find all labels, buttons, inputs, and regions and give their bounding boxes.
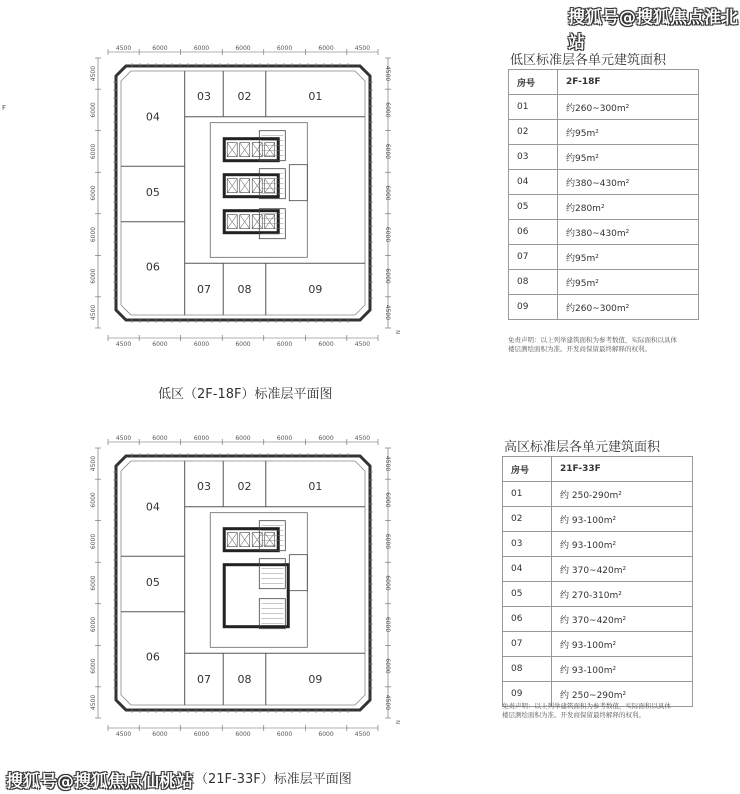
building-core <box>210 513 307 648</box>
watermark-bottom: 搜狐号@搜狐焦点仙桃站 <box>6 772 193 792</box>
dimension-label: 6000 <box>384 575 391 591</box>
low-table-row <box>509 170 699 195</box>
room-number: 05 <box>503 582 552 607</box>
dimension-label: 4500 <box>115 45 132 52</box>
low-floor-plan <box>72 44 412 364</box>
unit-label-07: 07 <box>196 283 211 297</box>
dimension-label: 6000 <box>318 45 334 52</box>
room-area: 约 370~420m² <box>552 557 693 582</box>
dimension-label: 6000 <box>90 492 97 508</box>
dimension-label: 6000 <box>90 102 97 118</box>
high-table-row <box>503 657 693 682</box>
dimension-label: 6000 <box>384 185 391 201</box>
room-number: 06 <box>509 220 558 245</box>
high-table-row <box>503 507 693 532</box>
room-area: 约95m² <box>558 270 699 295</box>
room-number: 06 <box>503 607 552 632</box>
dimension-label: 6000 <box>193 731 210 738</box>
room-number: 02 <box>509 120 558 145</box>
dimension-label: 4500 <box>90 304 97 321</box>
room-number: 08 <box>509 270 558 295</box>
dimension-label: 4500 <box>115 731 132 738</box>
dimension-label: 6000 <box>384 268 391 284</box>
room-area: 约95m² <box>558 120 699 145</box>
dimension-label: 6000 <box>90 616 97 633</box>
dimension-label: 6000 <box>235 435 251 442</box>
low-table-row <box>509 270 699 295</box>
room-area: 约 250~290m² <box>552 682 693 707</box>
room-area: 约 270-310m² <box>552 582 693 607</box>
high-table-title: 高区标准层各单元建筑面积 <box>504 440 661 455</box>
room-number: 04 <box>503 557 552 582</box>
low-table-row <box>509 195 699 220</box>
high-plan-caption: 区（21F-33F）标准层平面图 <box>182 772 352 787</box>
dimension-label: 6000 <box>384 226 391 243</box>
dimension-label: 6000 <box>152 341 168 348</box>
unit-label-08: 08 <box>237 283 252 297</box>
unit-label-09: 09 <box>308 283 323 297</box>
dimension-label: 6000 <box>276 45 293 52</box>
dimension-label: 6000 <box>276 341 293 348</box>
low-table-row <box>509 145 699 170</box>
low-table-row <box>509 245 699 270</box>
unit-label-06: 06 <box>145 260 160 274</box>
dimension-label: 4500 <box>384 65 391 82</box>
dimension-label: 4500 <box>354 435 371 442</box>
low-table-row <box>509 295 699 320</box>
dimension-label: 6000 <box>384 658 391 674</box>
dimension-label: 6000 <box>90 226 97 243</box>
room-area: 约 93-100m² <box>552 657 693 682</box>
high-disclaimer: 免责声明：以上列举建筑面积为参考数值，实际面积以具体楼层测绘面积为准。开发商保留最终解释的权利。 <box>502 702 671 719</box>
dimension-label: 6000 <box>384 492 391 508</box>
dimension-label: 6000 <box>235 45 251 52</box>
dimension-label: 4500 <box>354 45 371 52</box>
high-col-no: 房号 <box>503 457 552 482</box>
unit-label-05: 05 <box>145 576 160 589</box>
high-table-header <box>503 457 693 482</box>
dimension-label: 4500 <box>115 435 132 442</box>
dimension-label: 6000 <box>235 731 251 738</box>
room-number: 08 <box>503 657 552 682</box>
low-table-header <box>509 70 699 95</box>
room-number: 09 <box>503 682 552 707</box>
unit-label-02: 02 <box>237 479 252 493</box>
dimension-label: 6000 <box>318 435 334 442</box>
room-number: 07 <box>503 632 552 657</box>
unit-label-06: 06 <box>145 650 160 664</box>
unit-label-08: 08 <box>237 673 252 687</box>
unit-label-03: 03 <box>196 479 211 493</box>
dimension-label: 6000 <box>193 341 210 348</box>
room-number: 07 <box>509 245 558 270</box>
dimension-label: 6000 <box>90 185 97 201</box>
high-table-row <box>503 582 693 607</box>
dimension-label: 6000 <box>193 45 210 52</box>
dimension-label: 4500 <box>90 65 97 82</box>
high-table-row <box>503 557 693 582</box>
room-area: 约380~430m² <box>558 220 699 245</box>
unit-label-07: 07 <box>196 673 211 687</box>
low-table-row <box>509 120 699 145</box>
dimension-label: 4500 <box>354 341 371 348</box>
unit-label-02: 02 <box>237 89 252 103</box>
dimension-label: 4500 <box>354 731 371 738</box>
dimension-label: 6000 <box>90 533 97 550</box>
dimension-label: 6000 <box>384 616 391 633</box>
dimension-label: 6000 <box>318 341 334 348</box>
dimension-label: 6000 <box>152 731 168 738</box>
room-area: 约 370~420m² <box>552 607 693 632</box>
dimension-label: 6000 <box>384 102 391 118</box>
low-table-row <box>509 95 699 120</box>
dimension-label: 4500 <box>115 341 132 348</box>
low-area-table <box>508 69 699 320</box>
room-number: 03 <box>509 145 558 170</box>
dimension-label: 6000 <box>90 575 97 591</box>
high-area-table <box>502 456 693 707</box>
room-number: 03 <box>503 532 552 557</box>
room-area: 约95m² <box>558 145 699 170</box>
dimension-label: 4500 <box>384 694 391 711</box>
room-area: 约 93-100m² <box>552 532 693 557</box>
low-table-row <box>509 220 699 245</box>
room-area: 约260~300m² <box>558 295 699 320</box>
high-table-row <box>503 532 693 557</box>
dimension-label: 6000 <box>318 731 334 738</box>
toilet-module <box>289 555 307 591</box>
dimension-label: 4500 <box>384 304 391 321</box>
room-area: 约260~300m² <box>558 95 699 120</box>
unit-label-03: 03 <box>196 89 211 103</box>
side-label: F <box>2 104 7 112</box>
low-plan-caption: 低区（2F-18F）标准层平面图 <box>158 387 333 402</box>
dimension-label: 4500 <box>384 455 391 472</box>
high-floor-plan <box>72 434 412 754</box>
dimension-label: 4500 <box>90 694 97 711</box>
unit-label-01: 01 <box>308 89 323 103</box>
low-col-no: 房号 <box>509 70 558 95</box>
building-core <box>210 123 307 258</box>
room-number: 02 <box>503 507 552 532</box>
room-number: 09 <box>509 295 558 320</box>
dimension-label: 6000 <box>384 533 391 550</box>
room-area: 约 250-290m² <box>552 482 693 507</box>
unit-label-04: 04 <box>145 110 160 124</box>
dimension-label: 6000 <box>90 143 97 160</box>
room-number: 04 <box>509 170 558 195</box>
room-number: 05 <box>509 195 558 220</box>
dimension-label: 6000 <box>276 731 293 738</box>
low-disclaimer: 免责声明：以上列举建筑面积为参考数值，实际面积以具体楼层测绘面积为准。开发商保留最终解释的权利。 <box>508 336 677 353</box>
room-number: 01 <box>509 95 558 120</box>
unit-label-01: 01 <box>308 479 323 493</box>
room-area: 约280m² <box>558 195 699 220</box>
room-area: 约 93-100m² <box>552 507 693 532</box>
dimension-label: 6000 <box>90 658 97 674</box>
dimension-label: 6000 <box>235 341 251 348</box>
dimension-label: 6000 <box>152 45 168 52</box>
room-area: 约95m² <box>558 245 699 270</box>
low-col-area: 2F-18F <box>558 70 699 95</box>
dimension-label: 6000 <box>90 268 97 284</box>
dimension-label: 4500 <box>90 455 97 472</box>
unit-label-04: 04 <box>145 500 160 514</box>
shaft-void <box>224 565 288 627</box>
low-table-title: 低区标准层各单元建筑面积 <box>510 53 667 68</box>
high-col-area: 21F-33F <box>552 457 693 482</box>
room-area: 约 93-100m² <box>552 632 693 657</box>
room-area: 约380~430m² <box>558 170 699 195</box>
unit-label-05: 05 <box>145 186 160 199</box>
unit-label-09: 09 <box>308 673 323 687</box>
watermark-top: 搜狐号@搜狐焦点淮北站 <box>568 8 738 53</box>
high-table-row <box>503 632 693 657</box>
dimension-label: 6000 <box>276 435 293 442</box>
compass-label: N <box>396 330 402 334</box>
toilet-module <box>289 165 307 201</box>
compass-label: N <box>396 720 402 724</box>
high-table-row <box>503 607 693 632</box>
high-table-row <box>503 482 693 507</box>
dimension-label: 6000 <box>193 435 210 442</box>
room-number: 01 <box>503 482 552 507</box>
dimension-label: 6000 <box>152 435 168 442</box>
dimension-label: 6000 <box>384 143 391 160</box>
